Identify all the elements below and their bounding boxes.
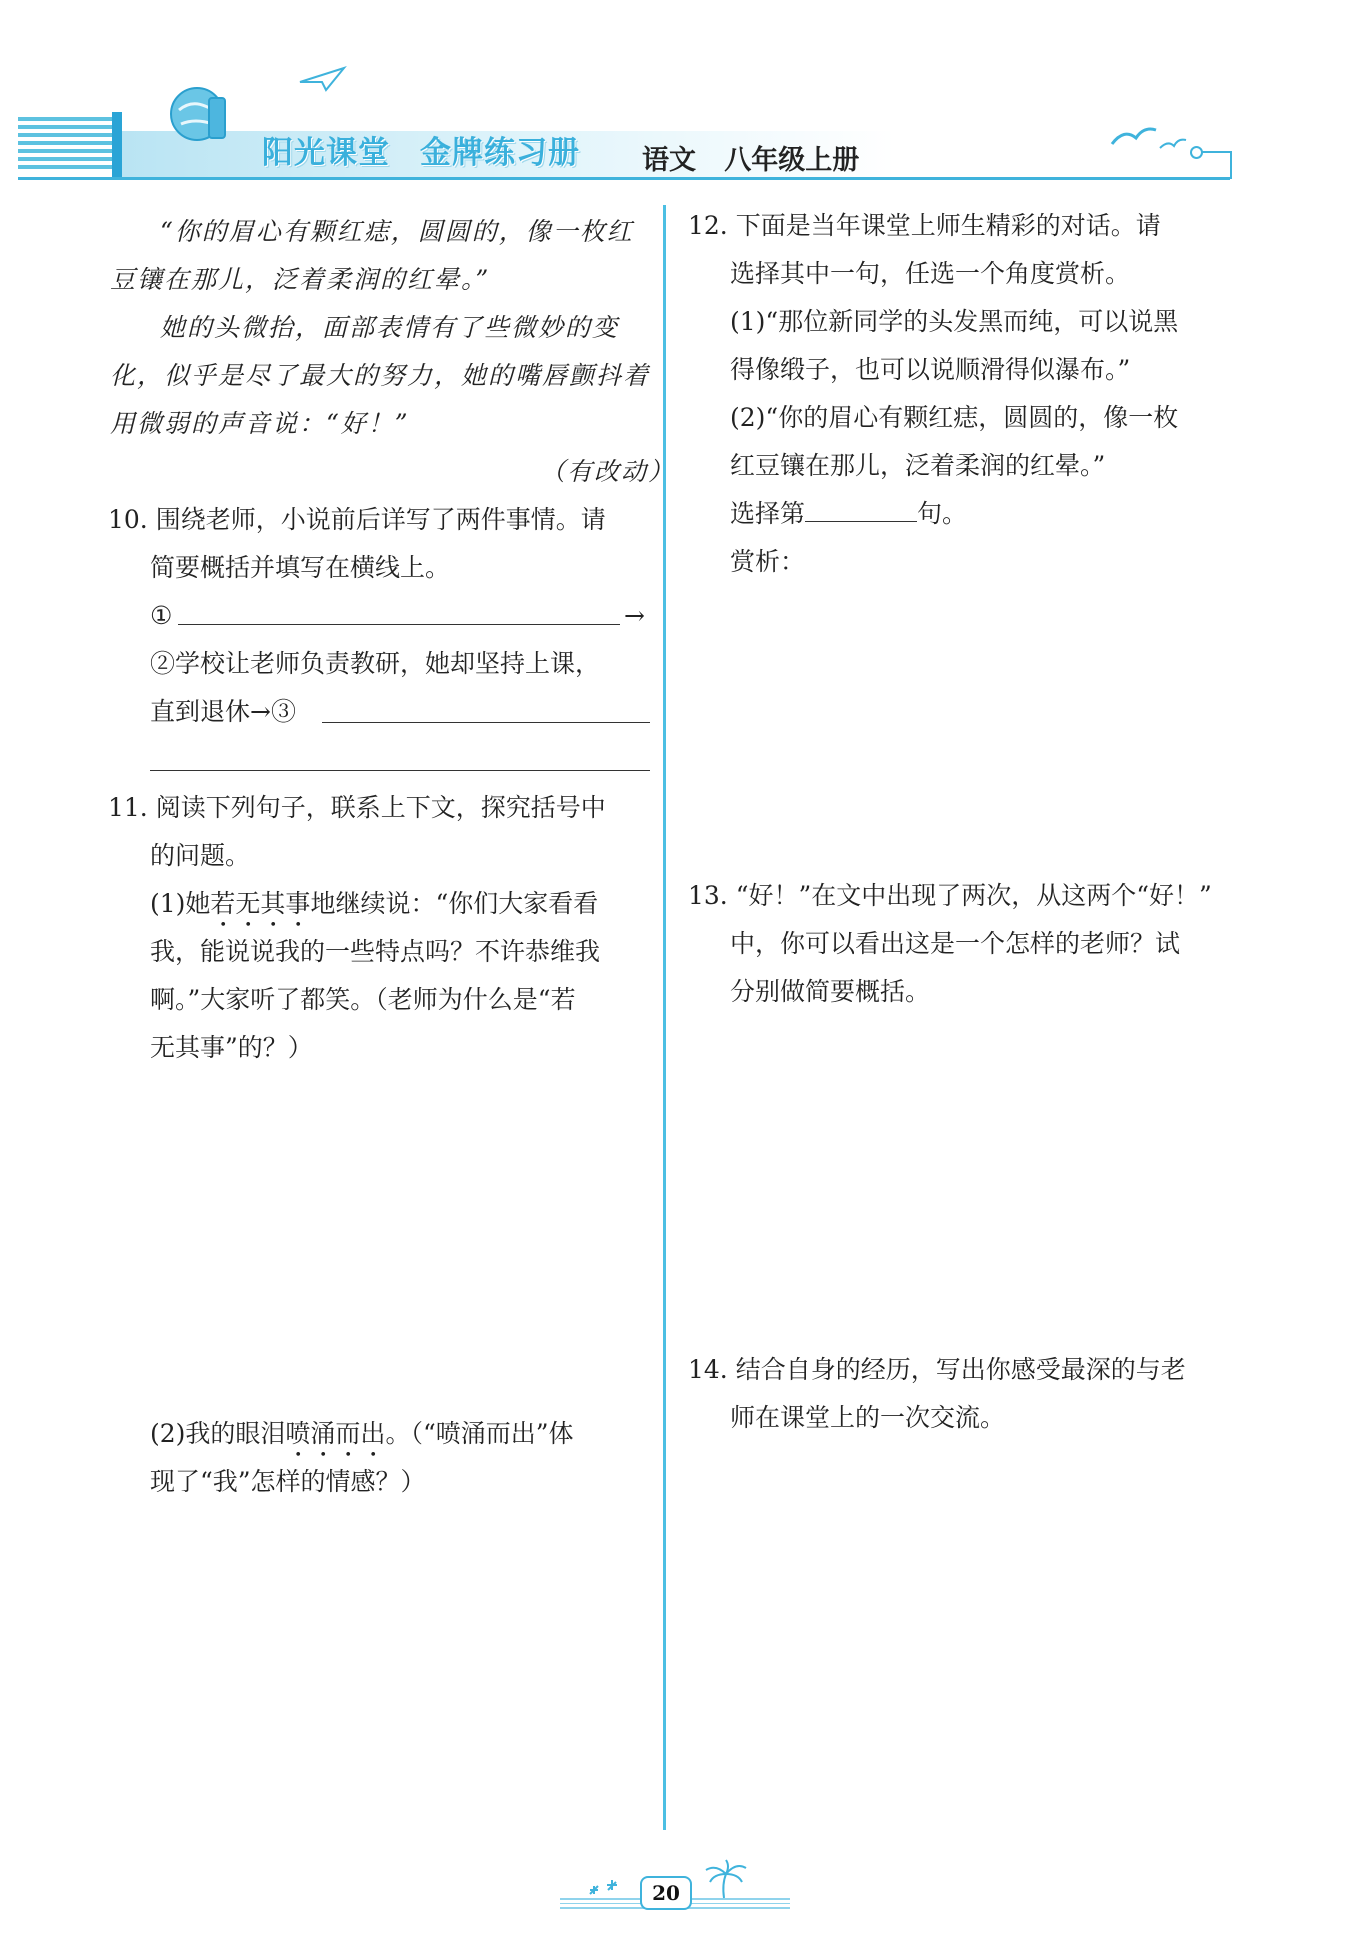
q11-answer-area-1[interactable] [150, 1076, 650, 1406]
q13-line-1: 13. “好！”在文中出现了两次，从这两个“好！” [688, 881, 1212, 910]
q11-sentence-1-line-3: 啊。”大家听了都笑。（老师为什么是“若 [150, 985, 576, 1014]
q10-answer-line-3[interactable] [322, 722, 650, 723]
subject-grade [642, 138, 859, 177]
q11-sentence-1-line-4: 无其事”的？） [150, 1033, 313, 1062]
passage-line-1: 她的头微抬，面部表情有了些微妙的变 [160, 313, 620, 342]
passage-line-3: 用微弱的声音说：“好！” [110, 409, 410, 438]
q11-s2-text-a: (2)我的眼泪 [150, 1419, 286, 1448]
q11-sentence-1-line-2: 我，能说说我的一些特点吗？不许恭维我 [150, 937, 601, 966]
q11-s1-emphasized-phrase: 若无其事 [210, 889, 311, 918]
q13-line-2: 中，你可以看出这是一个怎样的老师？试 [730, 929, 1181, 958]
globe-logo-icon [165, 80, 235, 150]
q12-sentence-1-line-1: (1)“那位新同学的头发黑而纯，可以说黑 [730, 307, 1179, 336]
q10-item-1 [150, 592, 172, 640]
q10-item-2-line-1: ②学校让老师负责教研，她却坚持上课， [150, 649, 601, 678]
birds-icon [1110, 118, 1190, 158]
q12-sentence-2-line-2: 红豆镶在那儿，泛着柔润的红晕。” [730, 451, 1106, 480]
q10-line-1: 10. 围绕老师，小说前后详写了两件事情。请 [108, 505, 606, 534]
q10-line-2: 简要概括并填写在横线上。 [150, 553, 451, 582]
series-title-part2: 金牌练习册 [420, 135, 580, 171]
starfish-icon [580, 1872, 630, 1902]
paper-plane-icon [298, 64, 348, 94]
q11-s2-emphasized-phrase: 喷涌而出 [285, 1419, 386, 1448]
q14-line-1: 14. 结合自身的经历，写出你感受最深的与老 [688, 1355, 1186, 1384]
header-stripes [18, 117, 118, 179]
source-note: （有改动） [540, 457, 676, 486]
q12-choose-suffix: 句。 [917, 499, 968, 528]
header-dot-decoration [1190, 146, 1203, 159]
q12-choose [730, 490, 967, 538]
q12-choose-prefix: 选择第 [730, 499, 806, 528]
grade-label: 八年级上册 [724, 145, 860, 176]
q11-answer-area-2[interactable] [150, 1510, 650, 1830]
q10-item-1-number: ① [150, 601, 173, 630]
q10-item-2-line-2: 直到退休→③ [150, 697, 296, 726]
q11-s2-text-b: 。（“喷涌而出”体 [385, 1419, 574, 1448]
q12-sentence-2-line-1: (2)“你的眉心有颗红痣，圆圆的，像一枚 [730, 403, 1179, 432]
q11-sentence-1-line-1 [150, 880, 598, 933]
q10-answer-line-3-continued[interactable] [150, 770, 650, 771]
header-underline [18, 177, 1230, 180]
q11-s1-text-b: 地继续说：“你们大家看看 [310, 889, 599, 918]
q10-answer-line-1[interactable] [178, 624, 620, 625]
q12-appreciate-label: 赏析： [730, 547, 806, 576]
q11-s1-text-a: (1)她 [150, 889, 211, 918]
q11-sentence-2-line-1 [150, 1410, 574, 1463]
quote-line-1: “你的眉心有颗红痣，圆圆的，像一枚红 [160, 217, 634, 246]
quote-line-2: 豆镶在那儿，泛着柔润的红晕。” [110, 265, 491, 294]
q12-line-2: 选择其中一句，任选一个角度赏析。 [730, 259, 1131, 288]
q12-answer-area[interactable] [730, 590, 1230, 860]
q13-line-3: 分别做简要概括。 [730, 977, 931, 1006]
q11-sentence-2-line-2: 现了“我”怎样的情感？） [150, 1467, 426, 1496]
q12-sentence-1-line-2: 得像缎子，也可以说顺滑得似瀑布。” [730, 355, 1131, 384]
q11-line-2: 的问题。 [150, 841, 251, 870]
palm-tree-icon [700, 1858, 750, 1902]
q14-line-2: 师在课堂上的一次交流。 [730, 1403, 1006, 1432]
subject-label: 语文 [642, 145, 696, 176]
series-title [262, 127, 610, 172]
q12-choose-blank[interactable] [805, 501, 917, 522]
series-title-part1: 阳光课堂 [262, 135, 390, 171]
header-accent-bar [112, 112, 122, 180]
page-number: 20 [640, 1876, 692, 1910]
q13-answer-area[interactable] [730, 1020, 1230, 1340]
header-corner-decoration [1198, 151, 1232, 179]
q11-line-1: 11. 阅读下列句子，联系上下文，探究括号中 [108, 793, 606, 822]
q10-arrow: → [624, 601, 645, 630]
passage-line-2: 化，似乎是尽了最大的努力，她的嘴唇颤抖着 [110, 361, 651, 390]
q12-line-1: 12. 下面是当年课堂上师生精彩的对话。请 [688, 211, 1161, 240]
q14-answer-area[interactable] [730, 1446, 1230, 1826]
